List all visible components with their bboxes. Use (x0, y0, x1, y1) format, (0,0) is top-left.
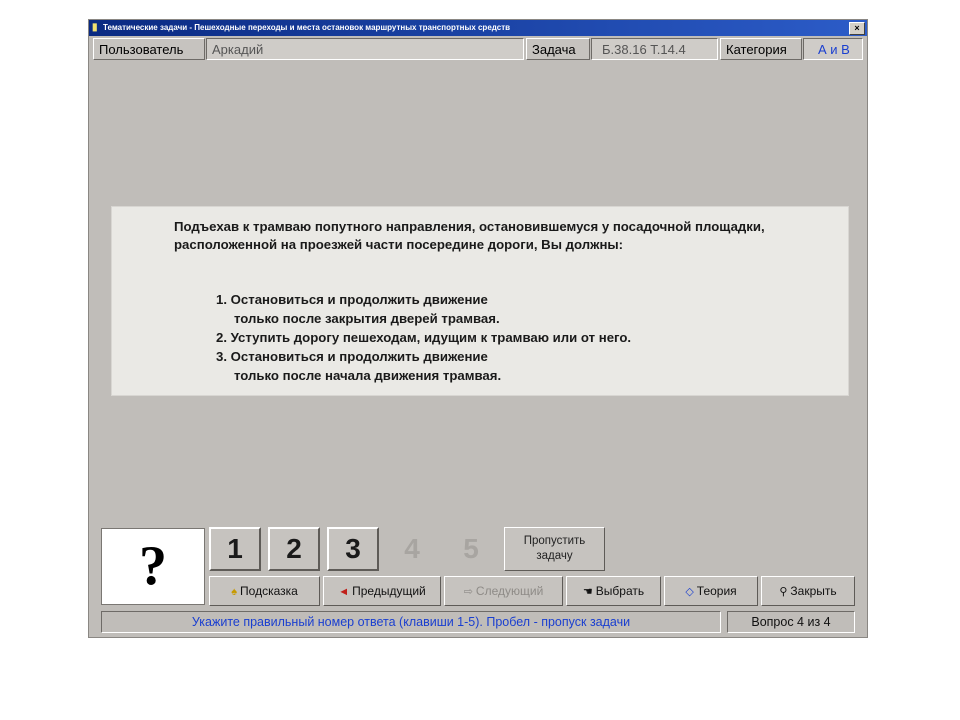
question-panel (111, 206, 849, 396)
close-button[interactable] (761, 576, 855, 606)
answer-button-4: 4 (404, 533, 420, 564)
door-exit-icon: ⚲ (779, 586, 788, 598)
category-label: Категория (720, 38, 802, 60)
hint-label: Подсказка (240, 584, 298, 598)
info-bar (89, 38, 867, 62)
arrow-left-icon: ◄ (338, 586, 350, 598)
window-title: Тематические задачи - Пешеходные переходы и места остановок маршрутных транспортных средств (103, 23, 511, 32)
close-window-button[interactable]: × (849, 22, 865, 35)
option-3-line1: 3. Остановиться и продолжить движение (216, 349, 488, 364)
question-progress: Вопрос 4 из 4 (727, 611, 855, 633)
task-label: Задача (526, 38, 590, 60)
close-label: Закрыть (790, 584, 837, 598)
option-2-line1: 2. Уступить дорогу пешеходам, идущим к трамваю или от него. (216, 330, 632, 345)
answer-button-3[interactable]: 3 (327, 527, 379, 571)
arrow-right-icon: ⇨ (463, 586, 473, 598)
user-value: Аркадий (206, 38, 524, 60)
option-1-line1: 1. Остановиться и продолжить движение (216, 292, 488, 307)
status-message: Укажите правильный номер ответа (клавиши 1-5). Пробел - пропуск задачи (101, 611, 721, 633)
previous-button[interactable] (323, 576, 441, 606)
category-value: А и В (803, 38, 863, 60)
next-label: Следующий (475, 584, 544, 598)
diamond-icon: ◇ (685, 586, 694, 598)
choose-button[interactable] (566, 576, 661, 606)
previous-label: Предыдущий (352, 584, 426, 598)
skip-task-button[interactable] (504, 527, 605, 571)
app-window (88, 19, 868, 638)
app-icon: ▮ (92, 22, 98, 33)
answer-indicator: ? (101, 528, 205, 605)
answer-button-1[interactable]: 1 (209, 527, 261, 571)
task-value: Б.38.16 Т.14.4 (591, 38, 718, 60)
option-3-line2: только после начала движения трамвая. (234, 368, 502, 383)
answer-button-5: 5 (463, 533, 479, 564)
status-bar (89, 611, 867, 635)
skip-label-line1: Пропустить (523, 535, 586, 547)
bell-icon: ♠ (231, 586, 238, 598)
hint-button[interactable] (209, 576, 320, 606)
question-text: Подъехав к трамваю попутного направления, остановившемуся у посадочной площадки, расположенной на проезжей части посередине дороги, Вы должны: (174, 219, 765, 252)
answer-button-2[interactable]: 2 (268, 527, 320, 571)
option-1-line2: только после закрытия дверей трамвая. (234, 311, 500, 326)
user-label: Пользователь (93, 38, 205, 60)
skip-label-line2: задачу (536, 550, 573, 562)
next-button (444, 576, 563, 606)
title-bar (89, 20, 867, 36)
hand-pointer-icon: ☚ (582, 586, 593, 598)
choose-label: Выбрать (595, 584, 645, 598)
theory-label: Теория (696, 584, 737, 598)
theory-button[interactable] (664, 576, 758, 606)
